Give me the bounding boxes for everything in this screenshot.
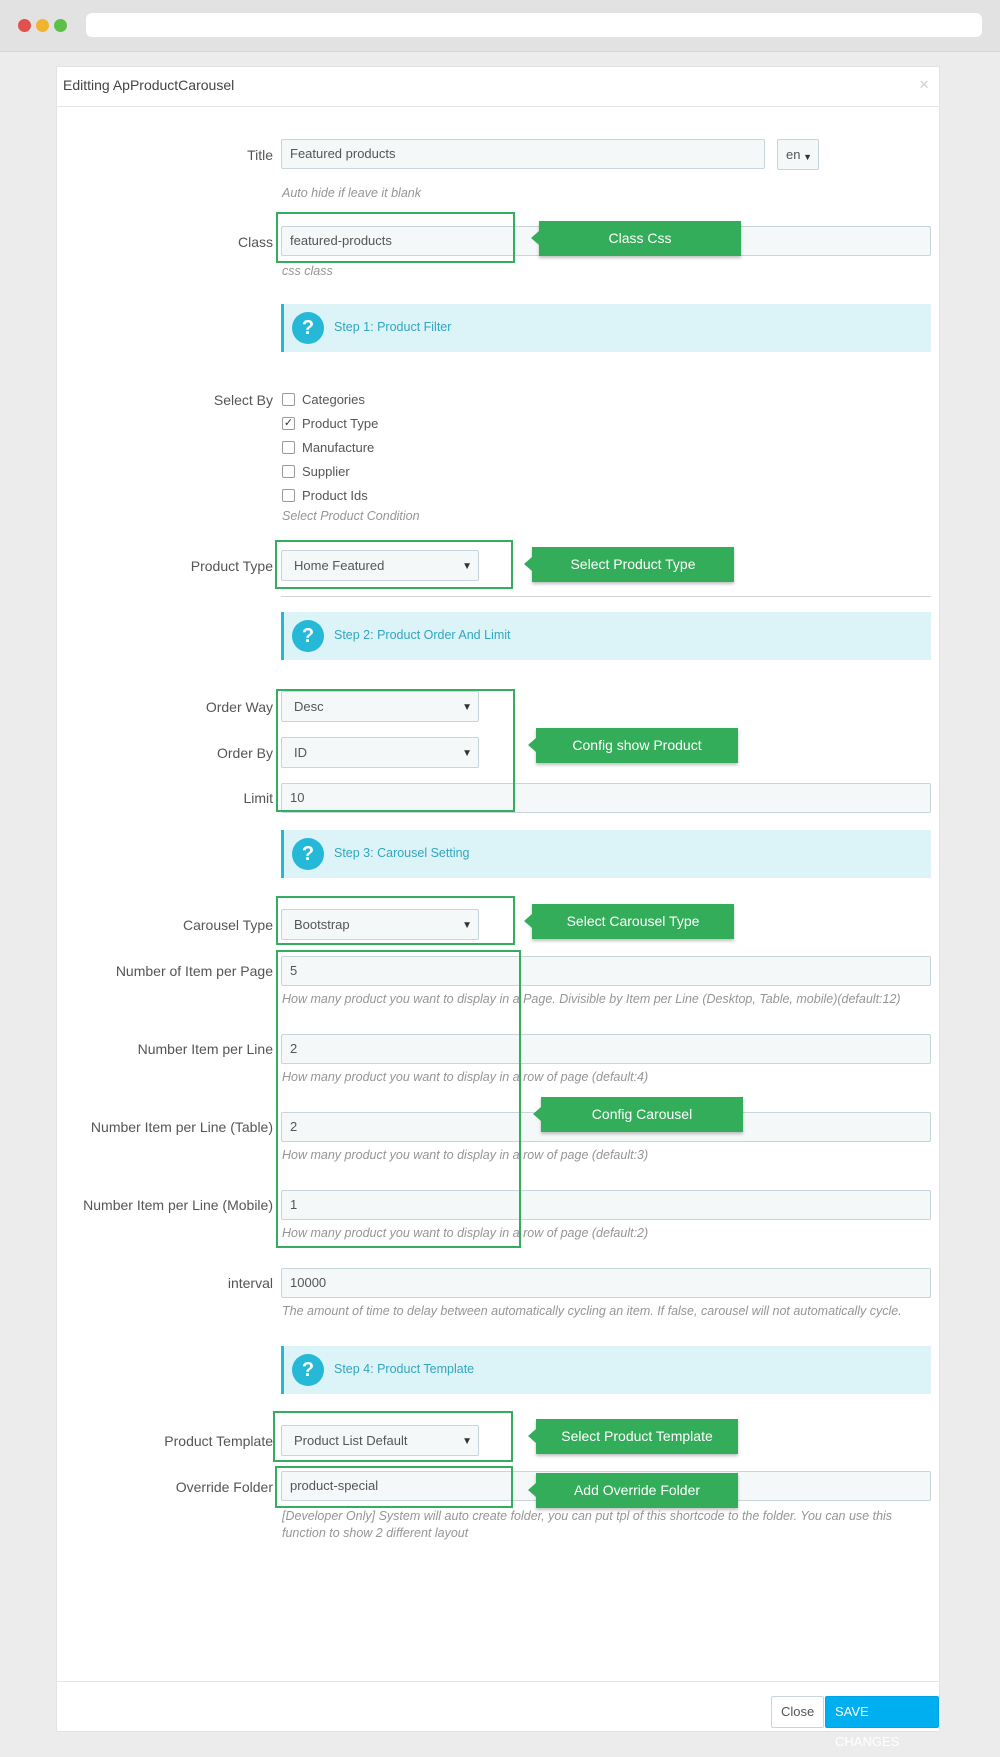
override-folder-highlight-box — [275, 1466, 513, 1508]
items-per-line-input[interactable]: 2 — [281, 1034, 931, 1064]
items-per-line-table-label: Number Item per Line (Table) — [90, 1119, 273, 1135]
modal-header — [57, 67, 939, 107]
items-per-line-table-input[interactable]: 2 — [281, 1112, 931, 1142]
limit-label: Limit — [243, 790, 273, 806]
config-carousel-callout: Config Carousel — [541, 1097, 743, 1132]
carousel-config-highlight-box — [276, 950, 521, 1248]
order-way-select[interactable]: Desc ▼ — [281, 691, 479, 722]
class-css-callout: Class Css — [539, 221, 741, 256]
select-by-label: Select By — [213, 392, 273, 408]
product-type-select[interactable]: Home Featured ▼ — [281, 550, 479, 581]
save-changes-button[interactable]: SAVE CHANGES — [825, 1696, 939, 1728]
step1-banner — [281, 304, 931, 352]
order-way-label: Order Way — [205, 699, 273, 715]
add-override-folder-callout: Add Override Folder — [536, 1473, 738, 1508]
browser-chrome — [0, 0, 1000, 52]
items-per-line-table-help: How many product you want to display in a row of page (default:3) — [282, 1148, 649, 1162]
step1-text: Step 1: Product Filter — [334, 320, 452, 334]
product-type-highlight-box — [275, 540, 513, 589]
checkbox-product-ids[interactable] — [282, 489, 295, 502]
close-icon[interactable]: × — [919, 75, 929, 94]
items-per-line-mobile-label: Number Item per Line (Mobile) — [83, 1197, 273, 1213]
select-product-type-callout: Select Product Type — [532, 547, 734, 582]
order-by-select[interactable]: ID ▼ — [281, 737, 479, 768]
interval-label: interval — [227, 1275, 273, 1291]
class-help: css class — [282, 264, 333, 278]
caret-down-icon: ▼ — [462, 1436, 472, 1447]
carousel-type-highlight-box — [276, 896, 515, 945]
items-per-line-mobile-input[interactable]: 1 — [281, 1190, 931, 1220]
carousel-type-select[interactable]: Bootstrap ▼ — [281, 909, 479, 940]
items-per-line-label: Number Item per Line — [137, 1041, 273, 1057]
modal-title: Editting ApProductCarousel — [63, 77, 235, 93]
minimize-window-dot[interactable] — [36, 19, 49, 32]
step3-banner — [281, 830, 931, 878]
question-icon: ? — [292, 620, 324, 652]
items-per-line-help: How many product you want to display in a row of page (default:4) — [282, 1070, 649, 1084]
product-template-highlight-box — [273, 1411, 513, 1462]
question-icon: ? — [292, 1354, 324, 1386]
config-show-product-callout: Config show Product — [536, 728, 738, 763]
override-folder-label: Override Folder — [175, 1479, 273, 1495]
close-button[interactable]: Close — [771, 1696, 824, 1728]
step4-banner — [281, 1346, 931, 1394]
class-input[interactable]: featured-products — [281, 226, 931, 256]
checkbox-categories[interactable] — [282, 393, 295, 406]
step4-text: Step 4: Product Template — [334, 1362, 475, 1376]
items-per-line-mobile-help: How many product you want to display in a row of page (default:2) — [282, 1226, 649, 1240]
edit-modal: Editting ApProductCarousel × Title Featured products en ▼ Auto hide if leave it blank Class featured-products css class Class Css ? Step 1: Product Filter Select By Categories ✓ Product Type Manufacture Supplier Product Ids Select Product Condition Product Type Home Featured ▼ Select Product Type ? Step 2: Product Order And Limit Order Way Desc ▼ Order By ID ▼ Limit 10 Config show Product ? Step 3: Carousel Setting Carousel Type Bootstrap ▼ Select Carousel Type Number of Item per Page 5 How many product you want to display in a Page. Divisible by Item per Line (Desktop, Table, mobile)(default:12) Number Item per Line 2 How many product you want to display in a row of page (default:4) Number Item per Line (Table) 2 How many product you want to display in a row of page (default:3) Number Item per Line (Mobile) 1 How many product you want to display in a row of page (default:2) Config Carousel interval 10000 The amount of time to delay between automatically cycling an item. If false, carousel will not automatically cycle. ? Step 4: Product Template Product Template Product List Default ▼ Select Product Template Override Folder product-special Add Override Folder [Developer Only] System will auto create folder, you can put tpl of this shortcode to the folder. You can use this function to show 2 different layout Close SAVE CHANGES — [56, 66, 940, 1732]
checkbox-product-type[interactable]: ✓ — [283, 417, 294, 429]
interval-input[interactable]: 10000 — [281, 1268, 931, 1298]
class-label: Class — [237, 234, 273, 250]
caret-down-icon: ▼ — [462, 702, 472, 713]
caret-down-icon: ▼ — [803, 152, 812, 162]
select-by-help: Select Product Condition — [282, 509, 420, 523]
product-template-label: Product Template — [164, 1433, 273, 1449]
override-folder-help-line2: function to show 2 different layout — [282, 1526, 469, 1540]
close-window-dot[interactable] — [18, 19, 31, 32]
question-icon: ? — [292, 312, 324, 344]
interval-help: The amount of time to delay between automatically cycling an item. If false, carousel will not automatically cycle. — [282, 1304, 902, 1318]
product-type-label: Product Type — [190, 558, 273, 574]
items-per-page-label: Number of Item per Page — [115, 963, 273, 979]
title-label: Title — [247, 147, 273, 163]
carousel-type-label: Carousel Type — [182, 917, 273, 933]
modal-footer — [57, 1681, 939, 1749]
language-select[interactable]: en ▼ — [777, 139, 819, 170]
order-by-label: Order By — [216, 745, 273, 761]
step3-text: Step 3: Carousel Setting — [334, 846, 470, 860]
section-divider — [281, 596, 931, 597]
checkbox-supplier[interactable] — [282, 465, 295, 478]
limit-input[interactable]: 10 — [281, 783, 931, 813]
items-per-page-help: How many product you want to display in a Page. Divisible by Item per Line (Desktop, Table, mobile)(default:12) — [282, 992, 901, 1006]
step2-banner — [281, 612, 931, 660]
items-per-page-input[interactable]: 5 — [281, 956, 931, 986]
order-config-highlight-box — [276, 689, 515, 812]
override-folder-help-line1: [Developer Only] System will auto create folder, you can put tpl of this shortcode to the folder. You can use this — [282, 1509, 893, 1523]
address-bar[interactable] — [86, 13, 982, 37]
checkbox-manufacture[interactable] — [282, 441, 295, 454]
select-carousel-type-callout: Select Carousel Type — [532, 904, 734, 939]
override-folder-input[interactable]: product-special — [281, 1471, 931, 1501]
caret-down-icon: ▼ — [462, 920, 472, 931]
select-product-template-callout: Select Product Template — [536, 1419, 738, 1454]
caret-down-icon: ▼ — [462, 748, 472, 759]
title-help: Auto hide if leave it blank — [282, 186, 421, 200]
class-highlight-box — [276, 212, 515, 263]
maximize-window-dot[interactable] — [54, 19, 67, 32]
product-template-select[interactable]: Product List Default ▼ — [281, 1425, 479, 1456]
question-icon: ? — [292, 838, 324, 870]
step2-text: Step 2: Product Order And Limit — [334, 628, 511, 642]
caret-down-icon: ▼ — [462, 561, 472, 572]
title-input[interactable]: Featured products — [281, 139, 765, 169]
